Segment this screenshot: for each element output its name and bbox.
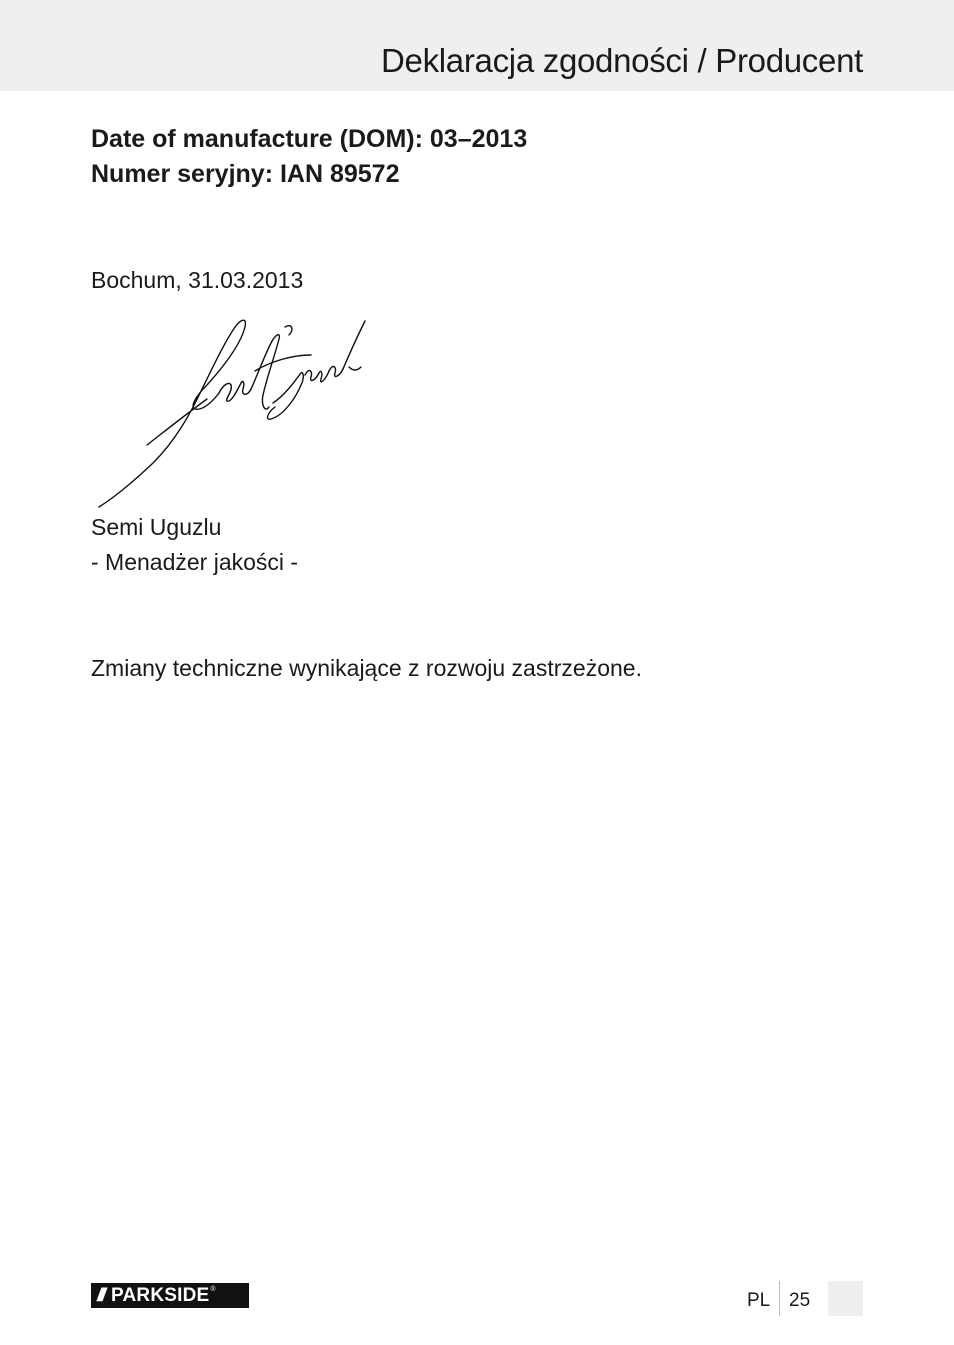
technical-changes-notice: Zmiany techniczne wynikające z rozwoju zastrzeżone. [91,655,642,681]
footer-language: PL [747,1290,771,1311]
footer-page-number: 25 [789,1290,811,1311]
signatory-role: - Menadżer jakości - [91,549,299,575]
logo-registered-mark: ® [210,1286,216,1293]
footer-tab-box [828,1281,863,1316]
logo-brand-name: PARKSIDE [111,1284,210,1306]
date-of-manufacture: Date of manufacture (DOM): 03–2013 [91,125,528,153]
footer-separator [779,1281,780,1316]
serial-number: Numer seryjny: IAN 89572 [91,160,400,188]
signature-image [95,315,375,515]
place-date: Bochum, 31.03.2013 [91,267,304,293]
parkside-logo [91,1283,249,1308]
signatory-name: Semi Uguzlu [91,514,222,540]
page-title: Deklaracja zgodności / Producent [380,42,863,79]
logo-slashes: /// [97,1285,104,1305]
